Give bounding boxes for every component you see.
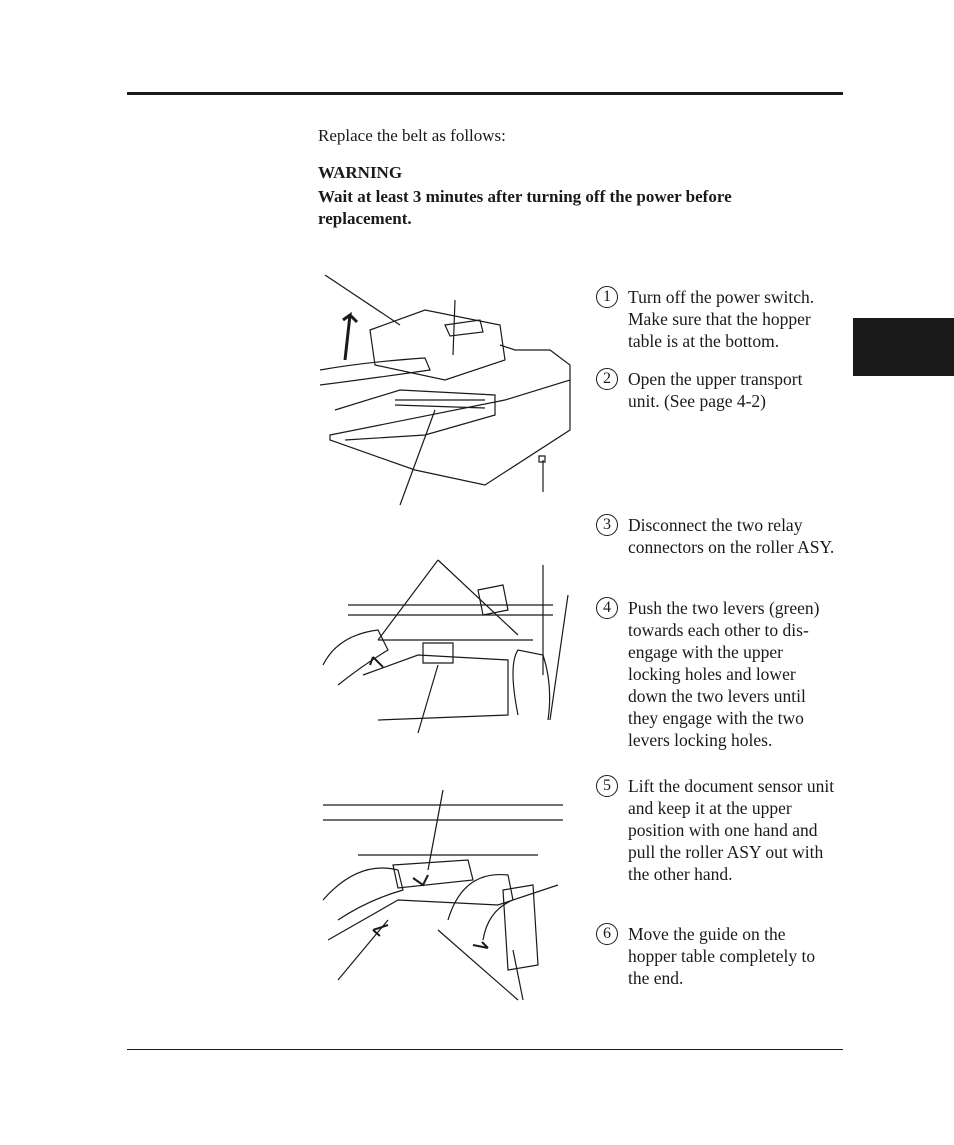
- arrow-icon: [370, 657, 383, 667]
- scanner-top-edge: [500, 345, 570, 380]
- arrow-down-icon: [413, 875, 428, 885]
- sensor-block: [478, 585, 508, 615]
- roller: [423, 643, 453, 663]
- step-number: 5: [596, 775, 618, 797]
- step-number: 2: [596, 368, 618, 390]
- arrow-left-icon: [373, 925, 388, 936]
- step-number: 3: [596, 514, 618, 536]
- step-6: [596, 923, 836, 989]
- hopper-tray: [328, 885, 558, 940]
- warning-text: Wait at least 3 minutes after turning off the power before replacement.: [318, 187, 732, 228]
- step-5: [596, 775, 836, 885]
- step-text: Open the upper transport unit. (See page 4-2): [628, 369, 803, 411]
- figure-release-levers: [318, 555, 580, 735]
- unit-window: [445, 320, 483, 336]
- step-number: 4: [596, 597, 618, 619]
- hand-right: [513, 650, 550, 720]
- step-text: Push the two levers (green) towards each other to dis-engage with the upper locking holes and lower down the two levers until they engage with the two levers locking holes.: [628, 598, 820, 750]
- callout-line: [550, 595, 568, 720]
- arrow-up-icon: [343, 315, 357, 360]
- hopper-tray: [335, 390, 495, 440]
- callout-line: [378, 560, 438, 640]
- section-tab-marker: [853, 318, 954, 376]
- step-text: Move the guide on the hopper table completely to the end.: [628, 924, 816, 988]
- step-text: Disconnect the two relay connectors on the roller ASY.: [628, 515, 835, 557]
- step-text: Turn off the power switch. Make sure that the hopper table is at the bottom.: [628, 287, 815, 351]
- hand-left: [320, 358, 430, 385]
- step-1: [596, 286, 836, 352]
- upper-unit: [370, 310, 505, 380]
- step-number: 6: [596, 923, 618, 945]
- warning-title: WARNING: [318, 163, 403, 182]
- callout-line: [418, 665, 438, 733]
- intro-text: Replace the belt as follows:: [318, 126, 506, 145]
- hopper-tray: [363, 655, 508, 720]
- callout-line: [453, 300, 455, 355]
- hand-left: [323, 868, 403, 920]
- callout-line: [428, 790, 443, 870]
- step-2: [596, 368, 836, 412]
- roller-assembly: [393, 860, 473, 888]
- header-rule: [127, 92, 843, 95]
- figure-open-transport-unit: [305, 270, 575, 510]
- step-text: Lift the document sensor unit and keep it at the upper position with one hand and pull the roller ASY out with the other hand.: [628, 776, 835, 884]
- callout-line: [325, 275, 400, 325]
- figure-remove-roller: [318, 790, 570, 1005]
- footer-rule: [127, 1049, 843, 1050]
- callout-line: [338, 920, 388, 980]
- step-3: [596, 514, 836, 558]
- callout-line: [513, 950, 523, 1000]
- step-4: [596, 597, 836, 751]
- power-switch-icon: [539, 456, 545, 462]
- scanner-body: [330, 380, 570, 485]
- arrow-right-icon: [473, 942, 488, 948]
- callout-line: [400, 410, 435, 505]
- step-number: 1: [596, 286, 618, 308]
- hand-right: [448, 875, 513, 940]
- hand-left: [323, 630, 388, 685]
